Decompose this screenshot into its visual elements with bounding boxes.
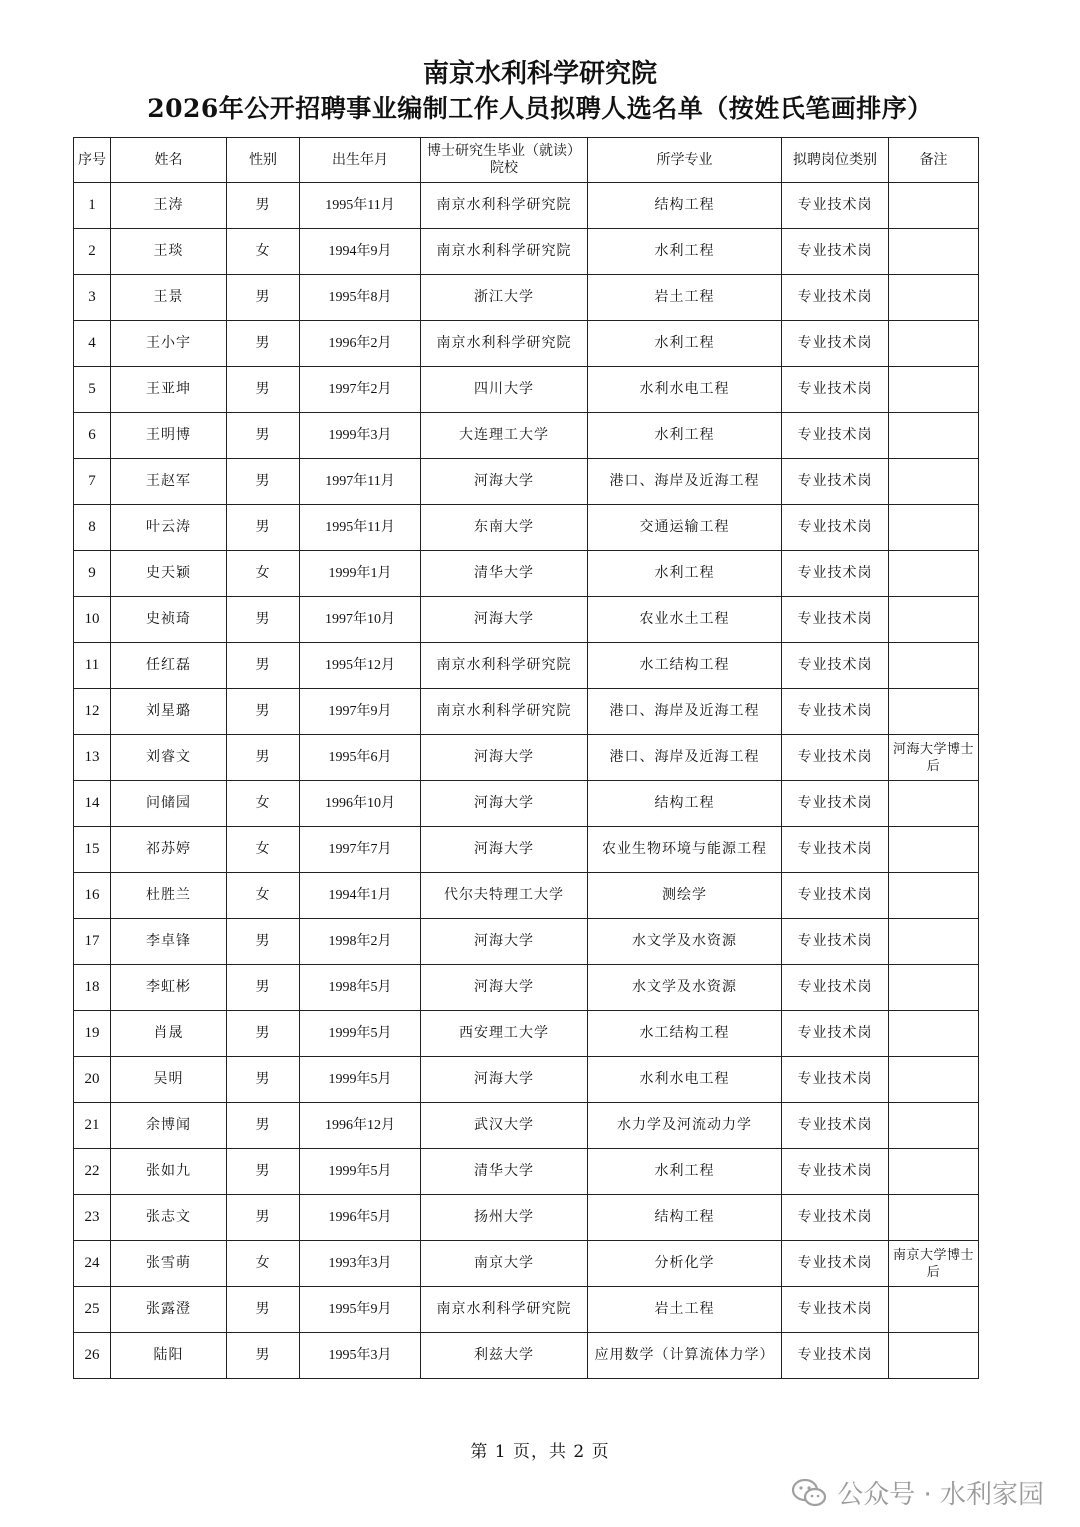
cell-birth: 1997年11月 bbox=[300, 459, 421, 505]
cell-post-type: 专业技术岗 bbox=[782, 1011, 889, 1057]
cell-name: 陆阳 bbox=[111, 1333, 227, 1379]
cell-post-type: 专业技术岗 bbox=[782, 1195, 889, 1241]
cell-school: 南京水利科学研究院 bbox=[421, 183, 588, 229]
cell-birth: 1995年11月 bbox=[300, 183, 421, 229]
cell-school: 南京水利科学研究院 bbox=[421, 229, 588, 275]
cell-birth: 1995年12月 bbox=[300, 643, 421, 689]
cell-name: 余博闻 bbox=[111, 1103, 227, 1149]
cell-name: 李卓锋 bbox=[111, 919, 227, 965]
cell-birth: 1997年9月 bbox=[300, 689, 421, 735]
cell-remark bbox=[889, 413, 979, 459]
cell-school: 南京水利科学研究院 bbox=[421, 643, 588, 689]
cell-name: 刘星璐 bbox=[111, 689, 227, 735]
cell-gender: 男 bbox=[227, 1287, 300, 1333]
cell-birth: 1995年3月 bbox=[300, 1333, 421, 1379]
cell-major: 水利水电工程 bbox=[588, 367, 782, 413]
cell-post-type: 专业技术岗 bbox=[782, 1149, 889, 1195]
cell-school: 利兹大学 bbox=[421, 1333, 588, 1379]
cell-gender: 男 bbox=[227, 183, 300, 229]
watermark bbox=[791, 1474, 1044, 1511]
cell-birth: 1998年2月 bbox=[300, 919, 421, 965]
cell-major: 港口、海岸及近海工程 bbox=[588, 459, 782, 505]
cell-gender: 男 bbox=[227, 735, 300, 781]
cell-birth: 1995年8月 bbox=[300, 275, 421, 321]
cell-remark bbox=[889, 1333, 979, 1379]
cell-gender: 男 bbox=[227, 413, 300, 459]
cell-name: 张露澄 bbox=[111, 1287, 227, 1333]
cell-name: 史天颖 bbox=[111, 551, 227, 597]
cell-remark bbox=[889, 505, 979, 551]
cell-post-type: 专业技术岗 bbox=[782, 1333, 889, 1379]
cell-birth: 1993年3月 bbox=[300, 1241, 421, 1287]
cell-index: 25 bbox=[74, 1287, 111, 1333]
cell-index: 8 bbox=[74, 505, 111, 551]
table-row bbox=[74, 505, 979, 551]
cell-name: 吴明 bbox=[111, 1057, 227, 1103]
cell-major: 岩土工程 bbox=[588, 275, 782, 321]
cell-index: 4 bbox=[74, 321, 111, 367]
cell-birth: 1996年5月 bbox=[300, 1195, 421, 1241]
cell-major: 港口、海岸及近海工程 bbox=[588, 689, 782, 735]
cell-major: 水利工程 bbox=[588, 413, 782, 459]
cell-index: 9 bbox=[74, 551, 111, 597]
cell-major: 水利工程 bbox=[588, 229, 782, 275]
cell-post-type: 专业技术岗 bbox=[782, 229, 889, 275]
cell-remark bbox=[889, 827, 979, 873]
cell-birth: 1995年11月 bbox=[300, 505, 421, 551]
cell-name: 任红磊 bbox=[111, 643, 227, 689]
cell-major: 水工结构工程 bbox=[588, 1011, 782, 1057]
header-col-name: 姓名 bbox=[111, 138, 227, 183]
cell-index: 5 bbox=[74, 367, 111, 413]
cell-remark: 河海大学博士后 bbox=[889, 735, 979, 781]
cell-remark bbox=[889, 1287, 979, 1333]
cell-school: 清华大学 bbox=[421, 551, 588, 597]
cell-gender: 男 bbox=[227, 597, 300, 643]
cell-gender: 女 bbox=[227, 873, 300, 919]
cell-major: 农业生物环境与能源工程 bbox=[588, 827, 782, 873]
cell-index: 13 bbox=[74, 735, 111, 781]
cell-school: 浙江大学 bbox=[421, 275, 588, 321]
cell-major: 水利工程 bbox=[588, 1149, 782, 1195]
table-row bbox=[74, 1011, 979, 1057]
header-col-major: 所学专业 bbox=[588, 138, 782, 183]
cell-gender: 男 bbox=[227, 1149, 300, 1195]
header-col-remark: 备注 bbox=[889, 138, 979, 183]
cell-name: 祁苏婷 bbox=[111, 827, 227, 873]
page-subtitle: 2026年公开招聘事业编制工作人员拟聘人选名单（按姓氏笔画排序） bbox=[147, 94, 933, 123]
cell-birth: 1997年2月 bbox=[300, 367, 421, 413]
cell-name: 张雪萌 bbox=[111, 1241, 227, 1287]
cell-gender: 男 bbox=[227, 643, 300, 689]
cell-gender: 男 bbox=[227, 965, 300, 1011]
cell-remark bbox=[889, 873, 979, 919]
cell-index: 15 bbox=[74, 827, 111, 873]
table-row bbox=[74, 1103, 979, 1149]
cell-major: 结构工程 bbox=[588, 781, 782, 827]
cell-remark bbox=[889, 1103, 979, 1149]
cell-major: 水利工程 bbox=[588, 321, 782, 367]
cell-school: 河海大学 bbox=[421, 965, 588, 1011]
table-row bbox=[74, 321, 979, 367]
table-row bbox=[74, 919, 979, 965]
cell-index: 20 bbox=[74, 1057, 111, 1103]
cell-name: 王琰 bbox=[111, 229, 227, 275]
cell-post-type: 专业技术岗 bbox=[782, 1103, 889, 1149]
cell-birth: 1999年5月 bbox=[300, 1149, 421, 1195]
cell-post-type: 专业技术岗 bbox=[782, 321, 889, 367]
cell-index: 2 bbox=[74, 229, 111, 275]
cell-name: 肖晟 bbox=[111, 1011, 227, 1057]
cell-gender: 男 bbox=[227, 919, 300, 965]
cell-remark bbox=[889, 643, 979, 689]
cell-school: 河海大学 bbox=[421, 1057, 588, 1103]
cell-name: 王明博 bbox=[111, 413, 227, 459]
header-col-index: 序号 bbox=[74, 138, 111, 183]
cell-remark bbox=[889, 1149, 979, 1195]
cell-major: 测绘学 bbox=[588, 873, 782, 919]
cell-school: 清华大学 bbox=[421, 1149, 588, 1195]
cell-name: 杜胜兰 bbox=[111, 873, 227, 919]
cell-major: 水工结构工程 bbox=[588, 643, 782, 689]
cell-major: 分析化学 bbox=[588, 1241, 782, 1287]
table-header-row bbox=[74, 138, 979, 183]
table-row bbox=[74, 229, 979, 275]
cell-post-type: 专业技术岗 bbox=[782, 643, 889, 689]
cell-school: 南京水利科学研究院 bbox=[421, 689, 588, 735]
cell-post-type: 专业技术岗 bbox=[782, 781, 889, 827]
cell-major: 港口、海岸及近海工程 bbox=[588, 735, 782, 781]
cell-name: 王亚坤 bbox=[111, 367, 227, 413]
cell-gender: 男 bbox=[227, 321, 300, 367]
cell-major: 结构工程 bbox=[588, 183, 782, 229]
cell-major: 水文学及水资源 bbox=[588, 965, 782, 1011]
table-row bbox=[74, 1195, 979, 1241]
cell-major: 水文学及水资源 bbox=[588, 919, 782, 965]
table-row bbox=[74, 965, 979, 1011]
cell-school: 河海大学 bbox=[421, 781, 588, 827]
table-row bbox=[74, 367, 979, 413]
cell-name: 王景 bbox=[111, 275, 227, 321]
cell-birth: 1996年12月 bbox=[300, 1103, 421, 1149]
table-row bbox=[74, 1287, 979, 1333]
cell-index: 6 bbox=[74, 413, 111, 459]
cell-post-type: 专业技术岗 bbox=[782, 1057, 889, 1103]
header-col-birth: 出生年月 bbox=[300, 138, 421, 183]
table-row bbox=[74, 459, 979, 505]
cell-post-type: 专业技术岗 bbox=[782, 597, 889, 643]
cell-index: 17 bbox=[74, 919, 111, 965]
cell-post-type: 专业技术岗 bbox=[782, 873, 889, 919]
cell-post-type: 专业技术岗 bbox=[782, 367, 889, 413]
cell-gender: 男 bbox=[227, 1057, 300, 1103]
cell-remark bbox=[889, 781, 979, 827]
table-row bbox=[74, 873, 979, 919]
cell-school: 河海大学 bbox=[421, 459, 588, 505]
candidate-table bbox=[73, 137, 979, 1379]
cell-post-type: 专业技术岗 bbox=[782, 275, 889, 321]
table-row bbox=[74, 183, 979, 229]
wechat-icon bbox=[791, 1478, 827, 1508]
cell-school: 西安理工大学 bbox=[421, 1011, 588, 1057]
cell-post-type: 专业技术岗 bbox=[782, 735, 889, 781]
cell-remark: 南京大学博士后 bbox=[889, 1241, 979, 1287]
cell-school: 扬州大学 bbox=[421, 1195, 588, 1241]
cell-major: 岩土工程 bbox=[588, 1287, 782, 1333]
cell-remark bbox=[889, 919, 979, 965]
table-row bbox=[74, 827, 979, 873]
cell-post-type: 专业技术岗 bbox=[782, 965, 889, 1011]
cell-school: 东南大学 bbox=[421, 505, 588, 551]
cell-remark bbox=[889, 689, 979, 735]
cell-gender: 男 bbox=[227, 1195, 300, 1241]
cell-gender: 男 bbox=[227, 1011, 300, 1057]
cell-school: 河海大学 bbox=[421, 735, 588, 781]
cell-remark bbox=[889, 1195, 979, 1241]
cell-name: 史祯琦 bbox=[111, 597, 227, 643]
cell-school: 河海大学 bbox=[421, 597, 588, 643]
cell-major: 水利水电工程 bbox=[588, 1057, 782, 1103]
cell-post-type: 专业技术岗 bbox=[782, 1287, 889, 1333]
cell-major: 水利工程 bbox=[588, 551, 782, 597]
cell-post-type: 专业技术岗 bbox=[782, 919, 889, 965]
cell-index: 23 bbox=[74, 1195, 111, 1241]
cell-school: 河海大学 bbox=[421, 919, 588, 965]
cell-name: 王涛 bbox=[111, 183, 227, 229]
cell-remark bbox=[889, 229, 979, 275]
cell-remark bbox=[889, 965, 979, 1011]
header-col-post-type: 拟聘岗位类别 bbox=[782, 138, 889, 183]
cell-school: 代尔夫特理工大学 bbox=[421, 873, 588, 919]
cell-gender: 男 bbox=[227, 1333, 300, 1379]
cell-gender: 女 bbox=[227, 781, 300, 827]
cell-remark bbox=[889, 459, 979, 505]
cell-gender: 女 bbox=[227, 551, 300, 597]
cell-school: 武汉大学 bbox=[421, 1103, 588, 1149]
cell-index: 21 bbox=[74, 1103, 111, 1149]
cell-remark bbox=[889, 597, 979, 643]
cell-index: 22 bbox=[74, 1149, 111, 1195]
cell-index: 18 bbox=[74, 965, 111, 1011]
cell-remark bbox=[889, 183, 979, 229]
cell-post-type: 专业技术岗 bbox=[782, 505, 889, 551]
cell-major: 应用数学（计算流体力学） bbox=[588, 1333, 782, 1379]
cell-name: 叶云涛 bbox=[111, 505, 227, 551]
cell-index: 3 bbox=[74, 275, 111, 321]
watermark-text: 公众号 · 水利家园 bbox=[837, 1480, 1044, 1510]
cell-index: 11 bbox=[74, 643, 111, 689]
cell-index: 10 bbox=[74, 597, 111, 643]
header-col-gender: 性别 bbox=[227, 138, 300, 183]
cell-gender: 男 bbox=[227, 459, 300, 505]
cell-name: 张如九 bbox=[111, 1149, 227, 1195]
header-col-school: 博士研究生毕业（就读）院校 bbox=[421, 138, 588, 183]
cell-gender: 男 bbox=[227, 505, 300, 551]
table-row bbox=[74, 689, 979, 735]
cell-name: 王赵军 bbox=[111, 459, 227, 505]
cell-gender: 男 bbox=[227, 689, 300, 735]
cell-birth: 1999年5月 bbox=[300, 1057, 421, 1103]
cell-birth: 1995年9月 bbox=[300, 1287, 421, 1333]
cell-birth: 1997年7月 bbox=[300, 827, 421, 873]
page-title: 南京水利科学研究院 bbox=[422, 59, 657, 89]
cell-gender: 男 bbox=[227, 367, 300, 413]
cell-major: 水力学及河流动力学 bbox=[588, 1103, 782, 1149]
cell-index: 26 bbox=[74, 1333, 111, 1379]
cell-remark bbox=[889, 275, 979, 321]
table-row bbox=[74, 1241, 979, 1287]
cell-school: 南京水利科学研究院 bbox=[421, 321, 588, 367]
cell-gender: 男 bbox=[227, 275, 300, 321]
cell-school: 大连理工大学 bbox=[421, 413, 588, 459]
cell-post-type: 专业技术岗 bbox=[782, 827, 889, 873]
cell-gender: 男 bbox=[227, 1103, 300, 1149]
cell-name: 张志文 bbox=[111, 1195, 227, 1241]
page-footer: 第 1 页，共 2 页 bbox=[470, 1442, 610, 1462]
cell-post-type: 专业技术岗 bbox=[782, 459, 889, 505]
cell-major: 结构工程 bbox=[588, 1195, 782, 1241]
cell-name: 问储园 bbox=[111, 781, 227, 827]
cell-birth: 1999年1月 bbox=[300, 551, 421, 597]
cell-birth: 1998年5月 bbox=[300, 965, 421, 1011]
cell-remark bbox=[889, 551, 979, 597]
cell-name: 王小宇 bbox=[111, 321, 227, 367]
cell-gender: 女 bbox=[227, 1241, 300, 1287]
table-row bbox=[74, 735, 979, 781]
cell-index: 24 bbox=[74, 1241, 111, 1287]
table-row bbox=[74, 551, 979, 597]
cell-birth: 1999年5月 bbox=[300, 1011, 421, 1057]
cell-index: 14 bbox=[74, 781, 111, 827]
cell-birth: 1994年1月 bbox=[300, 873, 421, 919]
cell-post-type: 专业技术岗 bbox=[782, 413, 889, 459]
cell-name: 李虹彬 bbox=[111, 965, 227, 1011]
cell-gender: 女 bbox=[227, 827, 300, 873]
table-body bbox=[74, 183, 979, 1379]
cell-birth: 1997年10月 bbox=[300, 597, 421, 643]
table-row bbox=[74, 413, 979, 459]
table-row bbox=[74, 643, 979, 689]
cell-remark bbox=[889, 321, 979, 367]
cell-remark bbox=[889, 367, 979, 413]
cell-school: 四川大学 bbox=[421, 367, 588, 413]
cell-school: 河海大学 bbox=[421, 827, 588, 873]
cell-post-type: 专业技术岗 bbox=[782, 689, 889, 735]
table-row bbox=[74, 781, 979, 827]
cell-school: 南京大学 bbox=[421, 1241, 588, 1287]
cell-name: 刘睿文 bbox=[111, 735, 227, 781]
cell-major: 交通运输工程 bbox=[588, 505, 782, 551]
cell-post-type: 专业技术岗 bbox=[782, 1241, 889, 1287]
table-row bbox=[74, 1149, 979, 1195]
cell-index: 1 bbox=[74, 183, 111, 229]
cell-major: 农业水土工程 bbox=[588, 597, 782, 643]
cell-birth: 1996年2月 bbox=[300, 321, 421, 367]
cell-remark bbox=[889, 1057, 979, 1103]
cell-index: 16 bbox=[74, 873, 111, 919]
table-row bbox=[74, 1333, 979, 1379]
cell-post-type: 专业技术岗 bbox=[782, 551, 889, 597]
table-row bbox=[74, 1057, 979, 1103]
cell-index: 19 bbox=[74, 1011, 111, 1057]
cell-post-type: 专业技术岗 bbox=[782, 183, 889, 229]
table-row bbox=[74, 597, 979, 643]
cell-birth: 1995年6月 bbox=[300, 735, 421, 781]
cell-index: 7 bbox=[74, 459, 111, 505]
cell-birth: 1994年9月 bbox=[300, 229, 421, 275]
cell-school: 南京水利科学研究院 bbox=[421, 1287, 588, 1333]
cell-birth: 1999年3月 bbox=[300, 413, 421, 459]
cell-birth: 1996年10月 bbox=[300, 781, 421, 827]
table-row bbox=[74, 275, 979, 321]
cell-remark bbox=[889, 1011, 979, 1057]
cell-gender: 女 bbox=[227, 229, 300, 275]
cell-index: 12 bbox=[74, 689, 111, 735]
